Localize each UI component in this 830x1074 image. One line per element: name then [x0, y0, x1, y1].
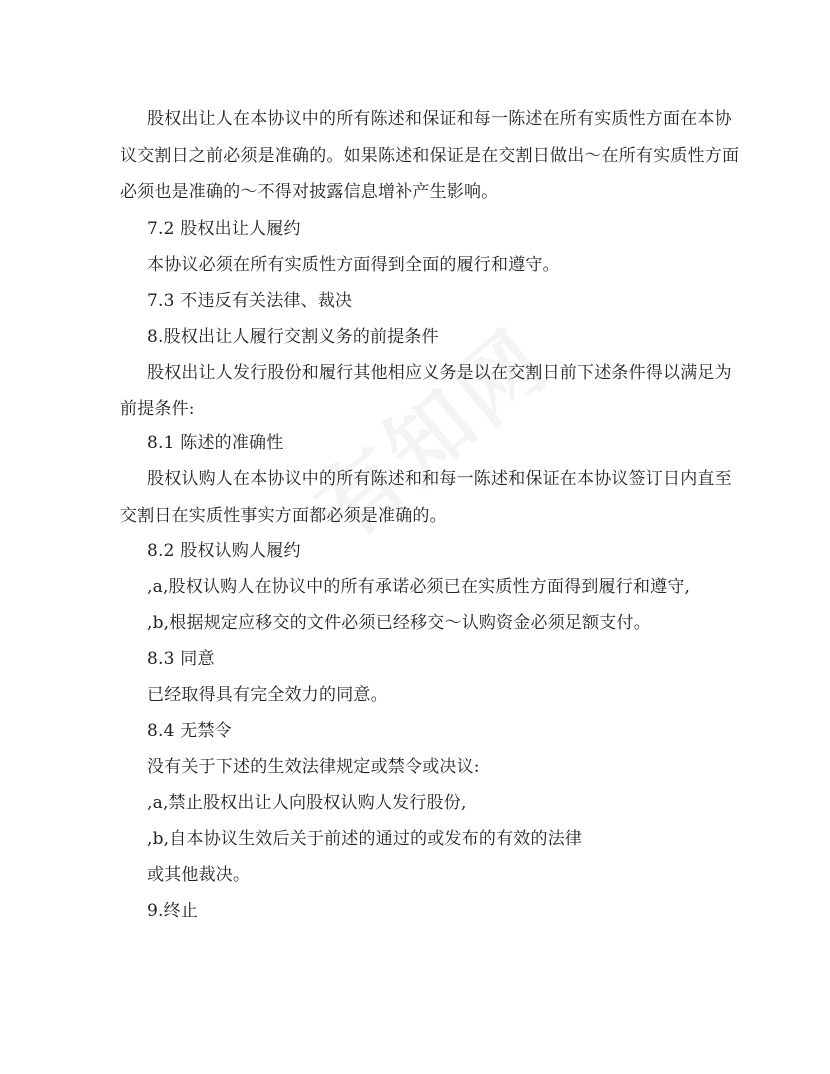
- section-heading: 8.3 同意: [147, 649, 215, 669]
- paragraph-line: 议交割日之前必须是准确的。如果陈述和保证是在交割日做出～在所有实质性方面: [120, 146, 740, 166]
- section-heading: 7.2 股权出让人履约: [147, 219, 301, 239]
- paragraph-line: 或其他裁决。: [147, 865, 251, 885]
- paragraph-line: 已经取得具有完全效力的同意。: [147, 685, 388, 705]
- section-heading: 8.2 股权认购人履约: [147, 541, 301, 561]
- paragraph-line: 本协议必须在所有实质性方面得到全面的履行和遵守。: [147, 255, 560, 275]
- paragraph-line: ,b,自本协议生效后关于前述的通过的或发布的有效的法律: [147, 829, 583, 849]
- paragraph-line: ,b,根据规定应移交的文件必须已经移交～认购资金必须足额支付。: [147, 613, 651, 633]
- paragraph-line: 没有关于下述的生效法律规定或禁令或决议:: [147, 757, 480, 777]
- paragraph-line: 股权出让人发行股份和履行其他相应义务是以在交割日前下述条件得以满足为: [147, 363, 732, 383]
- section-heading: 8.股权出让人履行交割义务的前提条件: [147, 327, 439, 347]
- section-heading: 9.终止: [147, 901, 199, 921]
- section-heading: 8.4 无禁令: [147, 721, 232, 741]
- paragraph-line: 股权出让人在本协议中的所有陈述和保证和每一陈述在所有实质性方面在本协: [147, 109, 732, 129]
- section-heading: 7.3 不违反有关法律、裁决: [147, 291, 353, 311]
- paragraph-line: 前提条件:: [120, 399, 195, 419]
- paragraph-line: 股权认购人在本协议中的所有陈述和和每一陈述和保证在本协议签订日内直至: [147, 469, 732, 489]
- paragraph-line: ,a,股权认购人在协议中的所有承诺必须已在实质性方面得到履行和遵守,: [147, 577, 691, 597]
- paragraph-line: ,a,禁止股权出让人向股权认购人发行股份,: [147, 793, 467, 813]
- paragraph-line: 必须也是准确的～不得对披露信息增补产生影响。: [120, 182, 499, 202]
- section-heading: 8.1 陈述的准确性: [147, 433, 284, 453]
- paragraph-line: 交割日在实质性事实方面都必须是准确的。: [120, 506, 447, 526]
